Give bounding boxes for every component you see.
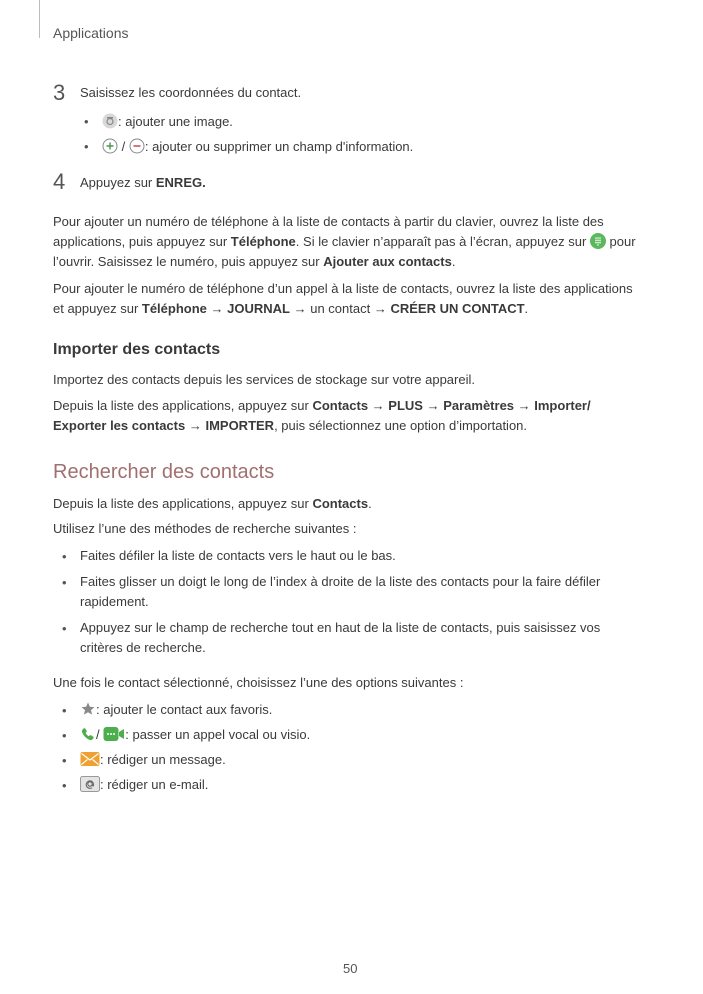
import-section-title: Importer des contacts [53,341,221,358]
keypad-icon [590,233,606,249]
step-3-number: 3 [53,80,66,105]
message-icon [80,751,100,767]
bullet: • [62,575,67,590]
phone-icon [80,726,96,742]
page-header: Applications [53,25,129,41]
bullet: • [84,139,89,154]
bullet: • [62,549,67,564]
add-icon [102,138,118,154]
option-call: / : passer un appel vocal ou visio. [80,725,680,745]
options-intro: Une fois le contact sélectionné, choisissez l’une des options suivantes : [53,675,464,690]
option-email: : rédiger un e-mail. [80,775,680,795]
slash: / [121,139,126,154]
import-instructions: Depuis la liste des applications, appuyez sur Contacts → PLUS → Paramètres → Importer/ Exporter les contacts → IMPORTER, puis sélectionnez une option d’importation. [53,398,591,433]
star-icon [80,701,96,717]
search-methods-intro: Utilisez l’une des méthodes de recherche suivantes : [53,521,357,536]
bullet: • [62,778,67,793]
search-method-field: Appuyez sur le champ de recherche tout en haut de la liste de contacts, puis saisissez vos critères de recherche. [80,620,601,655]
step-3-bullet-image-text: : ajouter une image. [118,114,233,129]
paragraph-keypad: Pour ajouter un numéro de téléphone à la liste de contacts à partir du clavier, ouvrez la liste des applications, puis appuyez sur Téléphone. Si le clavier n’apparaît pas à l’écran, appuyez sur pour l’ouvrir. Saisissez le numéro, puis appuyez sur Ajouter aux contacts. [53,214,636,269]
search-method-scroll: Faites défiler la liste de contacts vers le haut ou le bas. [80,548,396,563]
camera-icon [102,113,118,129]
import-description: Importez des contacts depuis les services de stockage sur votre appareil. [53,372,475,387]
header-divider [39,0,40,38]
step-3-bullet-field-text: : ajouter ou supprimer un champ d'information. [144,139,414,154]
step-3-bullet-image [102,113,233,131]
search-section-title: Rechercher des contacts [53,461,275,483]
bullet: • [62,621,67,636]
video-call-icon [103,726,125,742]
search-method-index: Faites glisser un doigt le long de l’index à droite de la liste des contacts pour la faire défiler rapidement. [80,574,601,609]
search-intro: Depuis la liste des applications, appuyez sur Contacts. [53,496,372,511]
bullet: • [62,703,67,718]
enreg-label: ENREG. [155,175,206,190]
bullet: • [62,728,67,743]
option-favorite: : ajouter le contact aux favoris. [80,700,680,720]
bullet: • [84,114,89,129]
step-4-text: Appuyez sur ENREG. [80,175,206,190]
email-icon [80,776,100,792]
step-4-number: 4 [53,169,66,194]
paragraph-call-log: Pour ajouter le numéro de téléphone d’un appel à la liste de contacts, ouvrez la liste des applications et appuyez sur Téléphone → JOURNAL → un contact → CRÉER UN CONTACT. [53,281,633,316]
page-number: 50 [343,961,358,976]
step-3-text: Saisissez les coordonnées du contact. [80,85,302,100]
remove-icon [129,138,145,154]
step-3-bullet-field [102,138,413,156]
bullet: • [62,753,67,768]
option-message: : rédiger un message. [80,750,680,770]
